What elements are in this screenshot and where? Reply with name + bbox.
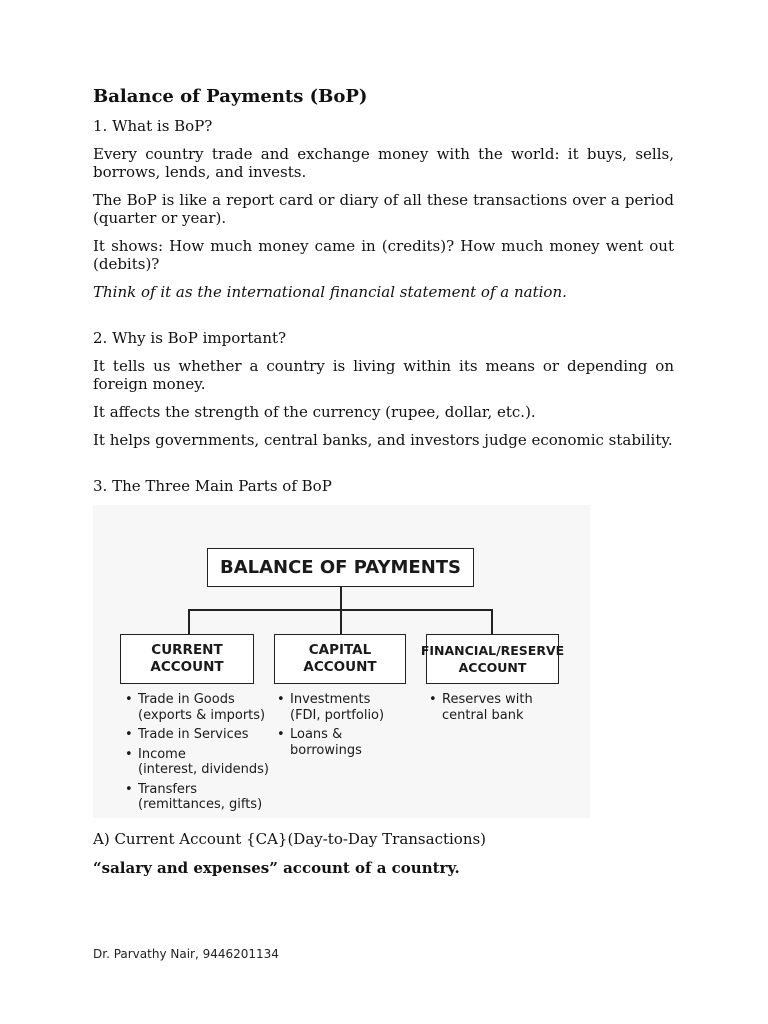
list-item: • Trade in Goods (exports & imports) <box>124 692 274 723</box>
paragraph: It shows: How much money came in (credits)? How much money went out (debits)? <box>93 237 674 273</box>
list-item: • Trade in Services <box>124 727 274 743</box>
document-title: Balance of Payments (BoP) <box>93 86 368 107</box>
capital-account-list <box>276 692 421 762</box>
paragraph: It tells us whether a country is living within its means or depending on foreign money. <box>93 357 674 393</box>
list-item: • Reserves with central bank <box>428 692 568 723</box>
current-account-list <box>124 692 274 817</box>
section-1-heading: 1. What is BoP? <box>93 117 213 135</box>
connector-line <box>340 609 342 634</box>
list-item: • Transfers (remittances, gifts) <box>124 782 274 813</box>
list-item: • Loans & borrowings <box>276 727 421 758</box>
section-3-heading: 3. The Three Main Parts of BoP <box>93 477 332 495</box>
capital-account-box: CAPITAL ACCOUNT <box>274 634 406 684</box>
section-a-heading: A) Current Account {CA}(Day-to-Day Transactions) <box>93 830 487 848</box>
document-body <box>93 86 674 877</box>
connector-line <box>188 609 190 634</box>
list-item: • Income (interest, dividends) <box>124 747 274 778</box>
diagram-top-box: BALANCE OF PAYMENTS <box>207 548 474 587</box>
current-account-box: CURRENT ACCOUNT <box>120 634 254 684</box>
connector-line <box>340 587 342 609</box>
paragraph: Every country trade and exchange money with the world: it buys, sells, borrows, lends, and invests. <box>93 145 674 181</box>
section-a-bold-line: “salary and expenses” account of a country. <box>93 859 460 877</box>
paragraph: It affects the strength of the currency (rupee, dollar, etc.). <box>93 403 536 421</box>
financial-reserve-account-box: FINANCIAL/RESERVE ACCOUNT <box>426 634 559 684</box>
list-item: • Investments (FDI, portfolio) <box>276 692 421 723</box>
italic-note: Think of it as the international financial statement of a nation. <box>93 283 567 301</box>
page-footer: Dr. Parvathy Nair, 9446201134 <box>93 947 279 961</box>
financial-account-list <box>428 692 568 727</box>
section-2-heading: 2. Why is BoP important? <box>93 329 287 347</box>
bop-diagram <box>93 505 590 818</box>
connector-line <box>491 609 493 634</box>
paragraph: The BoP is like a report card or diary of all these transactions over a period (quarter or year). <box>93 191 674 227</box>
paragraph: It helps governments, central banks, and investors judge economic stability. <box>93 431 673 449</box>
